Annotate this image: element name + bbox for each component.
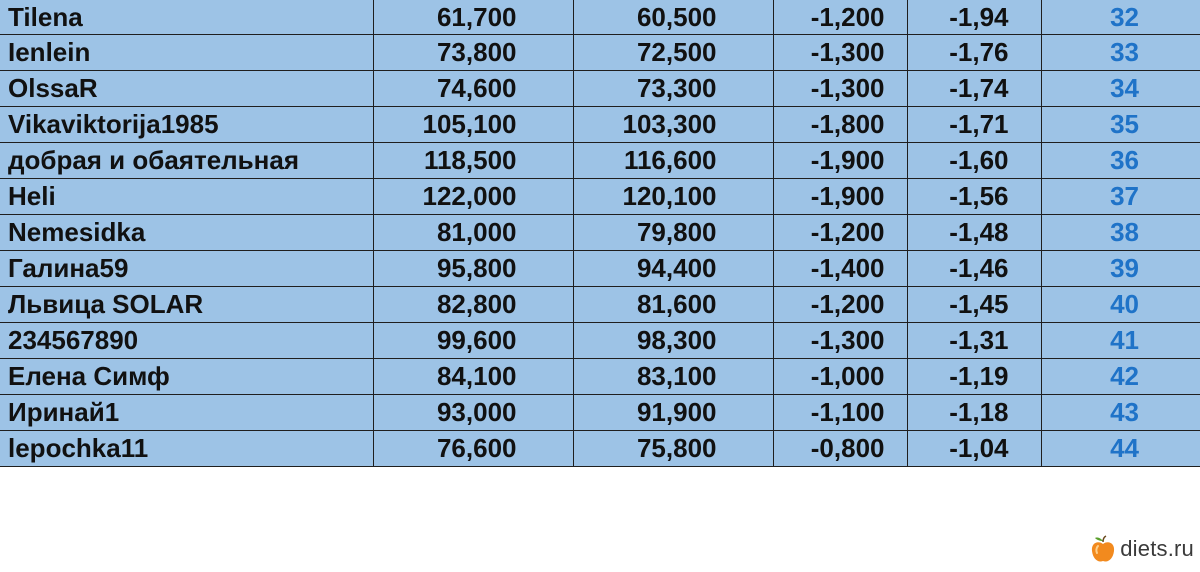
participant-name-cell: Львица SOLAR bbox=[0, 287, 373, 323]
participant-name-cell: OlssaR bbox=[0, 71, 373, 107]
weight-change-cell: -1,200 bbox=[773, 287, 907, 323]
rank-place-cell: 34 bbox=[1041, 71, 1200, 107]
percent-change-cell: -1,18 bbox=[907, 395, 1041, 431]
participant-name-cell: lepochka11 bbox=[0, 431, 373, 467]
weight-change-cell: -1,400 bbox=[773, 251, 907, 287]
start-weight-cell: 93,000 bbox=[373, 395, 573, 431]
table-row bbox=[0, 251, 1200, 287]
percent-change-cell: -1,46 bbox=[907, 251, 1041, 287]
start-weight-cell: 99,600 bbox=[373, 323, 573, 359]
percent-change-cell: -1,56 bbox=[907, 179, 1041, 215]
percent-change-cell: -1,19 bbox=[907, 359, 1041, 395]
rank-place-cell: 40 bbox=[1041, 287, 1200, 323]
current-weight-cell: 91,900 bbox=[573, 395, 773, 431]
start-weight-cell: 61,700 bbox=[373, 0, 573, 35]
current-weight-cell: 79,800 bbox=[573, 215, 773, 251]
start-weight-cell: 95,800 bbox=[373, 251, 573, 287]
percent-change-cell: -1,31 bbox=[907, 323, 1041, 359]
weight-change-cell: -1,300 bbox=[773, 71, 907, 107]
participant-name-cell: Heli bbox=[0, 179, 373, 215]
weight-change-cell: -1,800 bbox=[773, 107, 907, 143]
table-row bbox=[0, 287, 1200, 323]
current-weight-cell: 83,100 bbox=[573, 359, 773, 395]
participant-name-cell: Nemesidka bbox=[0, 215, 373, 251]
percent-change-cell: -1,48 bbox=[907, 215, 1041, 251]
rank-place-cell: 35 bbox=[1041, 107, 1200, 143]
rank-place-cell: 32 bbox=[1041, 0, 1200, 35]
participant-name-cell: добрая и обаятельная bbox=[0, 143, 373, 179]
current-weight-cell: 94,400 bbox=[573, 251, 773, 287]
start-weight-cell: 74,600 bbox=[373, 71, 573, 107]
weight-change-cell: -1,900 bbox=[773, 179, 907, 215]
start-weight-cell: 73,800 bbox=[373, 35, 573, 71]
percent-change-cell: -1,76 bbox=[907, 35, 1041, 71]
current-weight-cell: 120,100 bbox=[573, 179, 773, 215]
start-weight-cell: 81,000 bbox=[373, 215, 573, 251]
weight-change-cell: -1,100 bbox=[773, 395, 907, 431]
current-weight-cell: 72,500 bbox=[573, 35, 773, 71]
percent-change-cell: -1,71 bbox=[907, 107, 1041, 143]
table-row bbox=[0, 71, 1200, 107]
current-weight-cell: 116,600 bbox=[573, 143, 773, 179]
start-weight-cell: 76,600 bbox=[373, 431, 573, 467]
table-row bbox=[0, 323, 1200, 359]
table-row bbox=[0, 0, 1200, 35]
table-row bbox=[0, 215, 1200, 251]
apple-icon bbox=[1090, 534, 1116, 564]
table-row bbox=[0, 35, 1200, 71]
participant-name-cell: Ienlein bbox=[0, 35, 373, 71]
participant-name-cell: Елена Симф bbox=[0, 359, 373, 395]
current-weight-cell: 75,800 bbox=[573, 431, 773, 467]
rank-place-cell: 37 bbox=[1041, 179, 1200, 215]
participant-name-cell: Галина59 bbox=[0, 251, 373, 287]
site-watermark bbox=[1090, 534, 1194, 564]
table-row bbox=[0, 431, 1200, 467]
weight-change-cell: -0,800 bbox=[773, 431, 907, 467]
start-weight-cell: 105,100 bbox=[373, 107, 573, 143]
percent-change-cell: -1,94 bbox=[907, 0, 1041, 35]
rank-place-cell: 42 bbox=[1041, 359, 1200, 395]
participant-name-cell: Иринай1 bbox=[0, 395, 373, 431]
weight-change-cell: -1,200 bbox=[773, 0, 907, 35]
rank-place-cell: 41 bbox=[1041, 323, 1200, 359]
participant-name-cell: Vikaviktorija1985 bbox=[0, 107, 373, 143]
percent-change-cell: -1,74 bbox=[907, 71, 1041, 107]
percent-change-cell: -1,04 bbox=[907, 431, 1041, 467]
rank-place-cell: 39 bbox=[1041, 251, 1200, 287]
start-weight-cell: 84,100 bbox=[373, 359, 573, 395]
rank-place-cell: 36 bbox=[1041, 143, 1200, 179]
brand-name: diets.ru bbox=[1120, 536, 1194, 561]
weight-change-cell: -1,300 bbox=[773, 323, 907, 359]
current-weight-cell: 103,300 bbox=[573, 107, 773, 143]
weight-change-cell: -1,200 bbox=[773, 215, 907, 251]
table-row bbox=[0, 359, 1200, 395]
start-weight-cell: 82,800 bbox=[373, 287, 573, 323]
current-weight-cell: 81,600 bbox=[573, 287, 773, 323]
table-row bbox=[0, 107, 1200, 143]
current-weight-cell: 98,300 bbox=[573, 323, 773, 359]
start-weight-cell: 118,500 bbox=[373, 143, 573, 179]
rank-place-cell: 44 bbox=[1041, 431, 1200, 467]
table-row bbox=[0, 143, 1200, 179]
weight-change-cell: -1,000 bbox=[773, 359, 907, 395]
weight-change-cell: -1,900 bbox=[773, 143, 907, 179]
table-row bbox=[0, 395, 1200, 431]
weight-change-cell: -1,300 bbox=[773, 35, 907, 71]
percent-change-cell: -1,45 bbox=[907, 287, 1041, 323]
percent-change-cell: -1,60 bbox=[907, 143, 1041, 179]
participant-name-cell: 234567890 bbox=[0, 323, 373, 359]
rank-place-cell: 38 bbox=[1041, 215, 1200, 251]
current-weight-cell: 73,300 bbox=[573, 71, 773, 107]
start-weight-cell: 122,000 bbox=[373, 179, 573, 215]
table-row bbox=[0, 179, 1200, 215]
current-weight-cell: 60,500 bbox=[573, 0, 773, 35]
rank-place-cell: 33 bbox=[1041, 35, 1200, 71]
rank-place-cell: 43 bbox=[1041, 395, 1200, 431]
participant-name-cell: Tilena bbox=[0, 0, 373, 35]
